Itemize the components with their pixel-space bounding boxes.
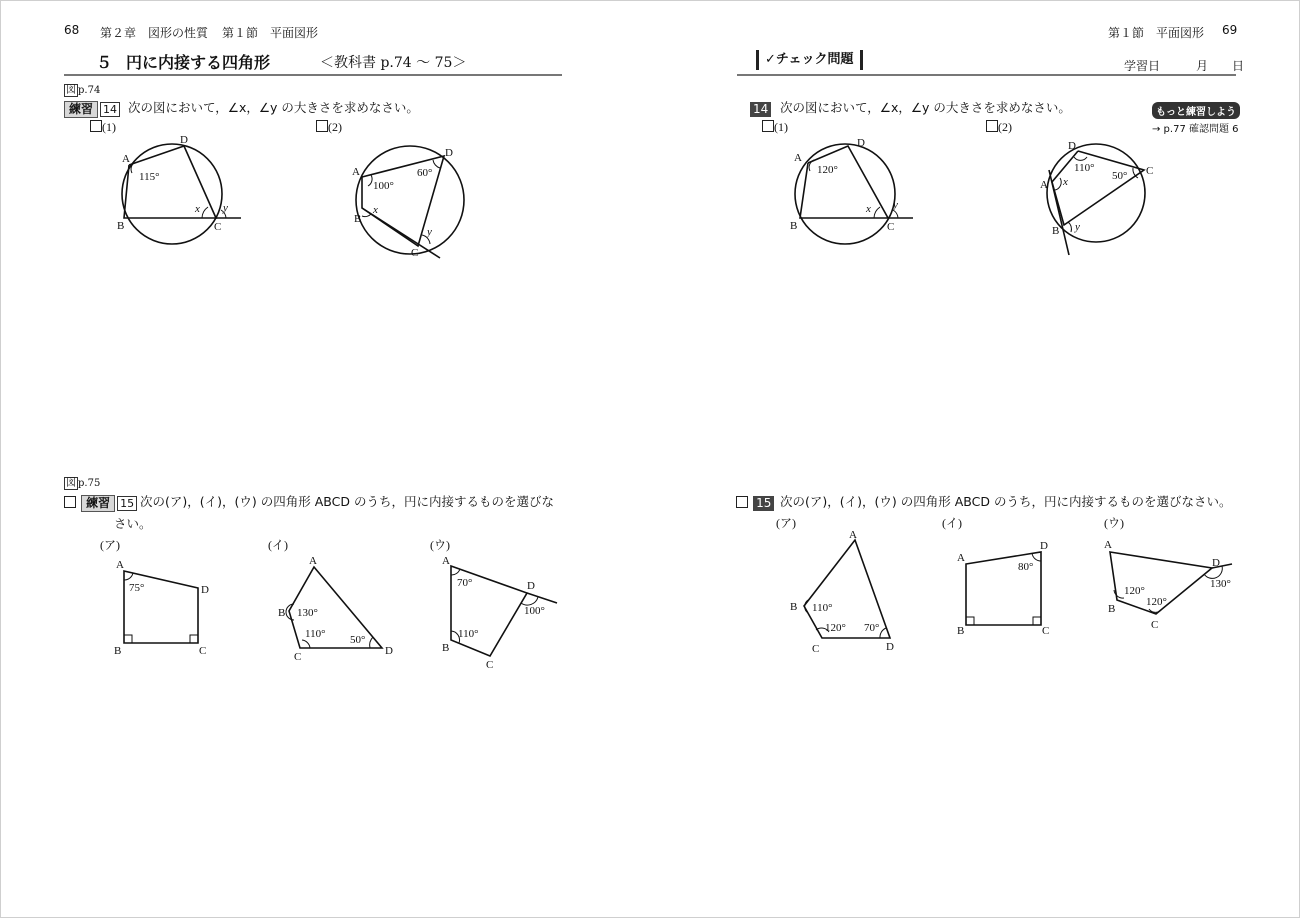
- angle-d: 110°: [1074, 162, 1095, 174]
- label-b: B: [278, 607, 286, 619]
- label-d: D: [527, 580, 535, 592]
- angle-c: 120°: [825, 622, 846, 634]
- angle-y: y: [427, 226, 432, 238]
- angle-d: 100°: [524, 605, 545, 617]
- label-a: A: [116, 559, 124, 571]
- angle-x: x: [866, 203, 871, 215]
- section-heading-left: 第１節 平面図形: [222, 26, 319, 40]
- angle-x: x: [373, 204, 378, 216]
- angle-c: 50°: [1112, 170, 1128, 182]
- angle-b: 120°: [1124, 585, 1145, 597]
- label-a: A: [352, 166, 360, 178]
- label-b: B: [790, 601, 798, 613]
- label-b: B: [1052, 225, 1060, 237]
- label-c: C: [294, 651, 302, 663]
- fig-label-u: (ウ): [1104, 516, 1124, 530]
- angle-y: y: [223, 202, 228, 214]
- exercise-15-question-line2: さい。: [114, 516, 152, 531]
- label-a: A: [1040, 179, 1048, 191]
- label-c: C: [411, 247, 419, 259]
- label-c: C: [199, 645, 207, 657]
- label-d: D: [385, 645, 393, 657]
- angle-y: y: [1075, 221, 1080, 233]
- lesson-number: ５: [96, 53, 113, 72]
- angle-a: 75°: [129, 582, 145, 594]
- label-c: C: [1042, 625, 1050, 637]
- label-d: D: [1068, 140, 1076, 152]
- label-a: A: [442, 555, 450, 567]
- label-d: D: [180, 134, 188, 146]
- angle-a: 100°: [373, 180, 394, 192]
- problem-number: 14: [750, 102, 771, 117]
- label-a: A: [122, 153, 130, 165]
- label-b: B: [354, 213, 362, 225]
- angle-b: 130°: [297, 607, 318, 619]
- label-a: A: [957, 552, 965, 564]
- practice-badge: 練習: [81, 495, 115, 512]
- page-number-left: 68: [64, 23, 80, 37]
- label-b: B: [117, 220, 125, 232]
- angle-a: 70°: [457, 577, 473, 589]
- ref-page-text: p.75: [78, 478, 101, 489]
- check-14-question: 次の図において，∠x，∠y の大きさを求めなさい。: [780, 100, 1071, 115]
- fig-label-i: (イ): [268, 538, 288, 552]
- subquestion-label: (2): [998, 120, 1012, 134]
- subquestion-label: (1): [102, 120, 116, 134]
- check-problem-title: ✓チェック問題: [756, 50, 863, 70]
- subquestion-label: (2): [328, 120, 342, 134]
- angle-c: 110°: [305, 628, 326, 640]
- label-c: C: [812, 643, 820, 655]
- angle-d: 60°: [417, 167, 433, 179]
- exercise-number: 15: [117, 496, 137, 511]
- label-a: A: [1104, 539, 1112, 551]
- textbook-icon: 図: [66, 478, 76, 489]
- subquestion-label: (1): [774, 120, 788, 134]
- fig-label-a: (ア): [100, 538, 120, 552]
- study-date: 学習日 月 日: [1124, 59, 1245, 73]
- page-number-right: 69: [1222, 23, 1238, 37]
- angle-d: 50°: [350, 634, 366, 646]
- label-b: B: [790, 220, 798, 232]
- angle-d: 70°: [864, 622, 880, 634]
- label-b: B: [1108, 603, 1116, 615]
- fig-label-i: (イ): [942, 516, 962, 530]
- more-practice-logo: もっと練習しよう: [1152, 102, 1240, 119]
- angle-d: 80°: [1018, 561, 1034, 573]
- angle-x: x: [195, 203, 200, 215]
- textbook-reference: ＜教科書 p.74 ～ 75＞: [320, 55, 467, 71]
- fig-label-u: (ウ): [430, 538, 450, 552]
- label-c: C: [214, 221, 222, 233]
- label-d: D: [886, 641, 894, 653]
- angle-x: x: [1063, 176, 1068, 188]
- textbook-icon: 図: [66, 85, 76, 96]
- exercise-14-question: 次の図において，∠x，∠y の大きさを求めなさい。: [128, 100, 419, 115]
- ref-page-text: p.74: [78, 85, 101, 96]
- problem-number: 15: [753, 496, 774, 511]
- chapter-heading: 第２章 図形の性質: [100, 26, 209, 40]
- section-heading-right: 第１節 平面図形: [1108, 26, 1205, 40]
- label-b: B: [442, 642, 450, 654]
- label-a: A: [849, 529, 857, 541]
- angle-label: 115°: [139, 171, 160, 183]
- fig-label-a: (ア): [776, 516, 796, 530]
- label-d: D: [1040, 540, 1048, 552]
- exercise-number: 14: [100, 102, 120, 117]
- label-c: C: [1146, 165, 1154, 177]
- angle-b: 110°: [812, 602, 833, 614]
- label-c: C: [1151, 619, 1159, 631]
- angle-b: 110°: [458, 628, 479, 640]
- label-a: A: [794, 152, 802, 164]
- label-d: D: [1212, 557, 1220, 569]
- practice-badge: 練習: [64, 101, 98, 118]
- angle-d: 130°: [1210, 578, 1231, 590]
- lesson-title: 円に内接する四角形: [126, 53, 271, 72]
- label-c: C: [887, 221, 895, 233]
- angle-c: 120°: [1146, 596, 1167, 608]
- label-b: B: [957, 625, 965, 637]
- label-a: A: [309, 555, 317, 567]
- more-practice-ref[interactable]: → p.77 確認問題 6: [1152, 124, 1239, 135]
- label-d: D: [201, 584, 209, 596]
- label-d: D: [857, 137, 865, 149]
- label-b: B: [114, 645, 122, 657]
- exercise-15-question-line1: 次の(ア)，(イ)，(ウ) の四角形 ABCD のうち，円に内接するものを選びな: [140, 494, 554, 509]
- label-c: C: [486, 659, 494, 671]
- check-15-question: 次の(ア)，(イ)，(ウ) の四角形 ABCD のうち，円に内接するものを選びなさい。: [780, 494, 1232, 509]
- angle-y: y: [893, 199, 898, 211]
- angle-label: 120°: [817, 164, 838, 176]
- label-d: D: [445, 147, 453, 159]
